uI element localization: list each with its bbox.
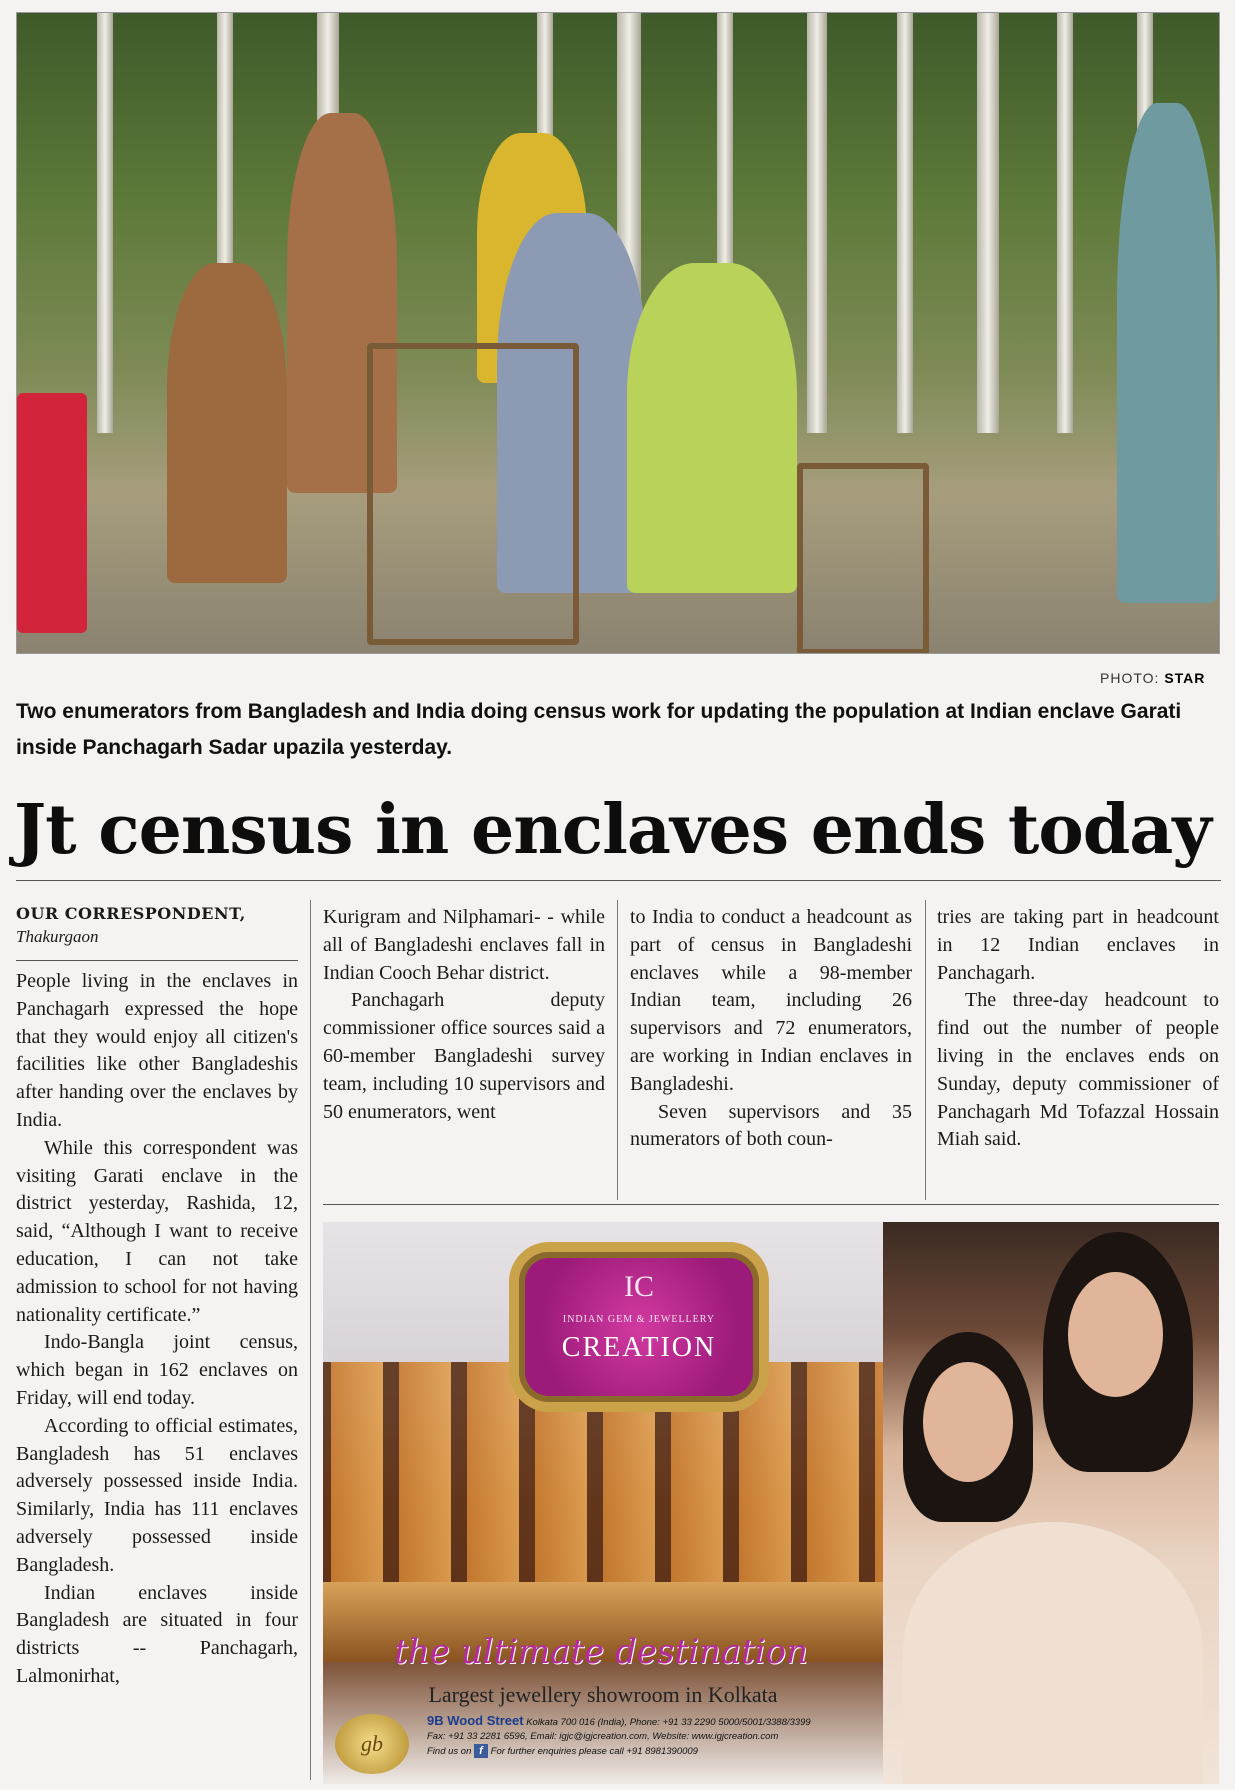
logo-subtitle: INDIAN GEM & JEWELLERY bbox=[562, 1314, 716, 1325]
jewellery-advertisement bbox=[323, 1222, 1219, 1784]
paragraph: People living in the enclaves in Panchagarh expressed the hope that they would enjoy all citizen's facilities like other Bangladeshis after handing over the enclaves by India. bbox=[16, 970, 298, 1131]
paragraph: While this correspondent was visiting Garati enclave in the district yesterday, Rashida, 12, said, “Although I want to receive education, I can not take admission to school for not having nationality certificate.” bbox=[16, 1136, 298, 1326]
paragraph: Panchagarh deputy commissioner office sources said a 60-member Bangladeshi survey team, including 10 supervisors and 50 enumerators, went bbox=[323, 989, 605, 1123]
paragraph: Seven supervisors and 35 numerators of both coun- bbox=[630, 1100, 912, 1151]
ad-tagline: the ultimate destination bbox=[394, 1632, 808, 1672]
ad-enquiries: For further enquiries please call +91 8981390009 bbox=[490, 1746, 698, 1757]
paragraph: Indo-Bangla joint census, which began in 162 enclaves on Friday, will end today. bbox=[16, 1331, 298, 1409]
paragraph: to India to conduct a headcount as part of census in Bangladeshi enclaves while a 98-member Indian team, including 26 supervisors and 72 enumerators, are working in Indian enclaves in Bangladeshi. bbox=[630, 906, 912, 1095]
photo-caption: Two enumerators from Bangladesh and India doing census work for updating the population at Indian enclave Garati inside Panchagarh Sadar upazila yesterday. bbox=[16, 700, 1182, 759]
byline-place: Thakurgaon bbox=[16, 927, 99, 946]
paragraph: The three-day headcount to find out the number of people living in the enclaves ends on Sunday, deputy commissioner of Panchagarh Md Tofazzal Hossain Miah said. bbox=[937, 989, 1219, 1151]
brand-logo bbox=[509, 1242, 769, 1412]
headline: Jt census in enclaves ends today bbox=[14, 790, 1211, 870]
paragraph: Kurigram and Nilphamari- - while all of Bangladeshi enclaves fall in Indian Cooch Behar district. bbox=[323, 906, 605, 984]
paragraph: tries are taking part in headcount in 12 Indian enclaves in Panchagarh. bbox=[937, 906, 1219, 984]
ad-fax-email: Fax: +91 33 2281 6596, Email: igjc@igjcreation.com, Website: www.igjcreation.com bbox=[427, 1731, 779, 1742]
article-column-4 bbox=[937, 904, 1219, 1154]
logo-monogram: IC bbox=[624, 1270, 654, 1303]
photo-credit: PHOTO: STAR bbox=[1100, 670, 1206, 686]
ad-address: 9B Wood Street bbox=[427, 1713, 524, 1728]
logo-name: CREATION bbox=[561, 1332, 717, 1363]
news-photo bbox=[16, 12, 1220, 654]
article-column-3 bbox=[630, 904, 912, 1154]
byline bbox=[16, 904, 298, 947]
facebook-icon[interactable]: f bbox=[474, 1744, 488, 1758]
ad-contact-info: 9B Wood Street Kolkata 700 016 (India), Phone: +91 33 2290 5000/5001/3388/3399 Fax: +91 33 2281 6596, Email: igjc@igjcreation.com, Website: www.igjcreation.com Find us on f For further enquiries please call +91 8981390009 bbox=[427, 1714, 867, 1759]
paragraph: Indian enclaves inside Bangladesh are situated in four districts -- Panchagarh, Lalmonirhat, bbox=[16, 1581, 298, 1687]
article-column-2 bbox=[323, 904, 605, 1126]
paragraph: According to official estimates, Bangladesh has 51 enclaves adversely possessed inside India. Similarly, India has 111 enclaves adversely possessed inside Bangladesh. bbox=[16, 1414, 298, 1576]
brand-seal: gb bbox=[335, 1714, 409, 1774]
article-column-1 bbox=[16, 968, 298, 1691]
models-image bbox=[883, 1222, 1219, 1784]
byline-name: OUR CORRESPONDENT, bbox=[16, 904, 246, 923]
ad-headline: Largest jewellery showroom in Kolkata bbox=[428, 1682, 778, 1707]
